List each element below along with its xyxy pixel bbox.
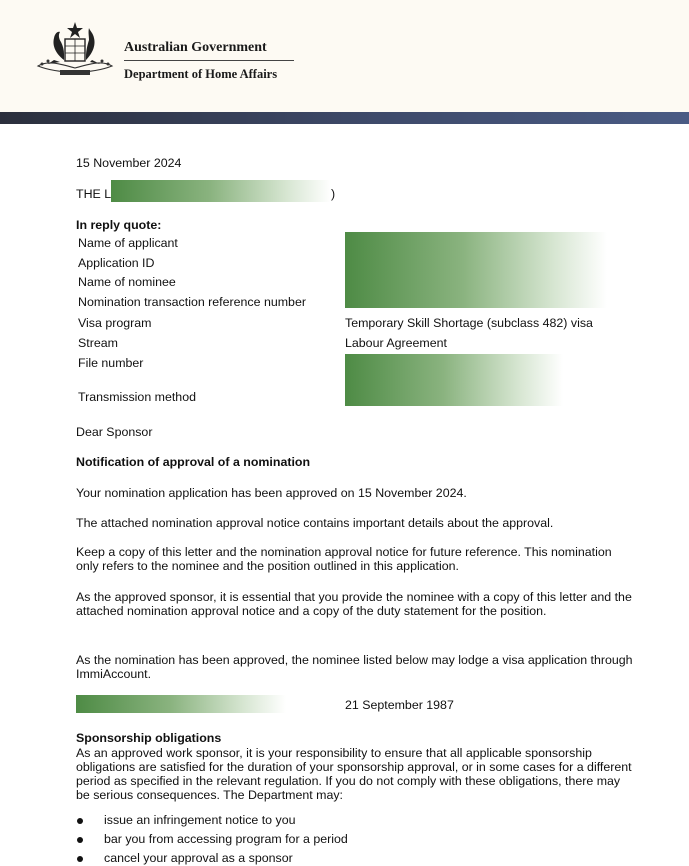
reply-quote-heading: In reply quote:: [76, 218, 162, 232]
bullet-dot: [77, 818, 83, 824]
department-name: Department of Home Affairs: [124, 67, 278, 81]
paragraph-lodge-visa: As the nomination has been approved, the nominee listed below may lodge a visa application through ImmiAccount.: [76, 653, 633, 681]
paragraph-keep-copy: Keep a copy of this letter and the nomination approval notice for future reference. This nomination only refers to the nominee and the position outlined in this application.: [76, 545, 612, 573]
field-label-file-number: File number: [78, 356, 144, 370]
letterhead: [0, 0, 689, 112]
obligations-heading: Sponsorship obligations: [76, 731, 222, 745]
bullet-infringement: issue an infringement notice to you: [104, 813, 296, 827]
bullet-dot: [77, 837, 83, 843]
redaction-nominee-name: [76, 695, 286, 713]
field-label-applicant: Name of applicant: [78, 236, 178, 250]
field-label-transaction-ref: Nomination transaction reference number: [78, 295, 306, 309]
redaction-reference-values: [345, 232, 607, 308]
header-band: [0, 112, 689, 124]
coat-of-arms-icon: [34, 20, 116, 78]
obligations-paragraph: As an approved work sponsor, it is your responsibility to ensure that all applicable sponsorship obligations are satisfied for the duration of your sponsorship approval, or in some cases for a different period as specified in the relevant regulation. If you do not comply with these obligations, there may be serious consequences. The Department may:: [76, 746, 632, 802]
divider: [124, 60, 294, 61]
field-label-transmission: Transmission method: [78, 390, 196, 404]
letter-date: 15 November 2024: [76, 156, 182, 170]
bullet-cancel-approval: cancel your approval as a sponsor: [104, 851, 293, 865]
redaction-addressee: [111, 180, 331, 202]
salutation: Dear Sponsor: [76, 425, 153, 439]
field-label-application-id: Application ID: [78, 256, 155, 270]
field-label-nominee: Name of nominee: [78, 275, 176, 289]
bullet-dot: [77, 856, 83, 862]
field-label-stream: Stream: [78, 336, 118, 350]
letter-subject: Notification of approval of a nomination: [76, 455, 311, 469]
redaction-file-values: [345, 354, 563, 406]
government-name: Australian Government: [124, 40, 267, 55]
paragraph-attached-notice: The attached nomination approval notice contains important details about the approval.: [76, 516, 554, 530]
paragraph-approved: Your nomination application has been approved on 15 November 2024.: [76, 486, 467, 500]
addressee-prefix: THE L: [76, 187, 112, 201]
bullet-bar-access: bar you from accessing program for a period: [104, 832, 348, 846]
field-label-visa-program: Visa program: [78, 316, 152, 330]
addressee-suffix: ): [331, 187, 336, 201]
field-value-visa-program: Temporary Skill Shortage (subclass 482) visa: [345, 316, 593, 330]
nominee-date-of-birth: 21 September 1987: [345, 698, 454, 712]
paragraph-provide-nominee: As the approved sponsor, it is essential that you provide the nominee with a copy of this letter and the attached nomination approval notice and a copy of the duty statement for the position.: [76, 590, 632, 618]
field-value-stream: Labour Agreement: [345, 336, 447, 350]
